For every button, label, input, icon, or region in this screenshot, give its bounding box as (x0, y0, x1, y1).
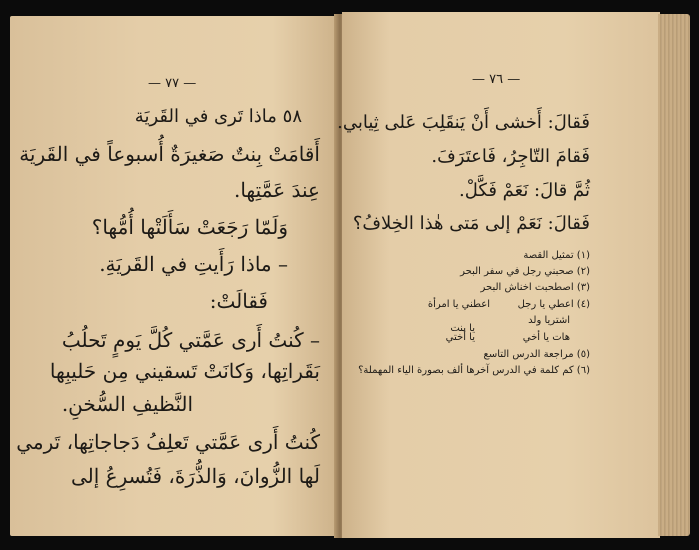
text-line: وَلَمّا رَجَعَتْ سَأَلَتْها أُمُّها؟ (91, 215, 288, 239)
exercise-item: اعطني يا امرأة (427, 299, 490, 310)
text-line: – ماذا رَأَيتِ في القَريَةِ. (99, 252, 288, 276)
text-line: فَقالَ: نَعَمْ إلى مَتى هٰذا الخِلافُ؟ (352, 213, 590, 234)
lesson-title: ٥٨ ماذا تَرى في القَريَة (134, 106, 302, 127)
text-line: عِندَ عَمَّتِها. (233, 178, 320, 202)
text-line: النَّظيفِ السُّخنِ. (61, 392, 193, 416)
text-line: لَها الزُّوانَ، وَالذُّرَةَ، فَتُسرِعُ إلى (70, 464, 320, 488)
text-line: – كُنتُ أَرى عَمَّتي كُلَّ يَومٍ تَحلُبُ (61, 328, 320, 352)
left-page-number: — ٧٧ — (148, 76, 197, 91)
exercise-item: اشتريا ولد (528, 315, 570, 326)
text-line: فَقالَتْ: (209, 289, 268, 313)
text-line: بَقَراتِها، وَكانَتْ تَسقيني مِن حَليبِها (49, 359, 320, 383)
page-edges (658, 14, 690, 536)
exercise-item: (١) تمثيل القصة (523, 250, 590, 261)
text-line: كُنتُ أَرى عَمَّتي تَعلِفُ دَجاجاتِها، تَرمي (16, 430, 320, 454)
exercise-item: يا بنت (450, 323, 475, 334)
exercise-item: (٣) اصطحبت اخناش البحر (480, 282, 590, 293)
exercise-item: (٥) مراجعة الدرس التاسع (483, 349, 590, 360)
left-page (10, 16, 338, 536)
right-page (337, 12, 660, 538)
exercise-item: (٦) كم كلمة في الدرس آخرها ألف بصورة الياء المهملة؟ (358, 365, 590, 376)
text-line: ثُمَّ قالَ: نَعَمْ فَكَّلْ. (459, 180, 590, 201)
text-line: فَقامَ التّاجِرُ، فَاعتَرَفَ. (431, 146, 590, 167)
exercise-item: هات يا أخي (522, 332, 570, 343)
exercise-item: يا أختي (445, 332, 475, 343)
text-line: فَقالَ: أَخشى أَنْ يَنقَلِبَ عَلى ثِيابي. (337, 112, 590, 133)
exercise-item: (٢) صحبني رجل في سفر البحر (460, 266, 590, 277)
exercise-item: (٤) اعطي يا رجل (517, 299, 590, 310)
right-page-number: — ٧٦ — (472, 72, 521, 87)
text-line: أَقامَتْ بِنتٌ صَغيرَةٌ أُسبوعاً في القَريَة (19, 142, 320, 166)
